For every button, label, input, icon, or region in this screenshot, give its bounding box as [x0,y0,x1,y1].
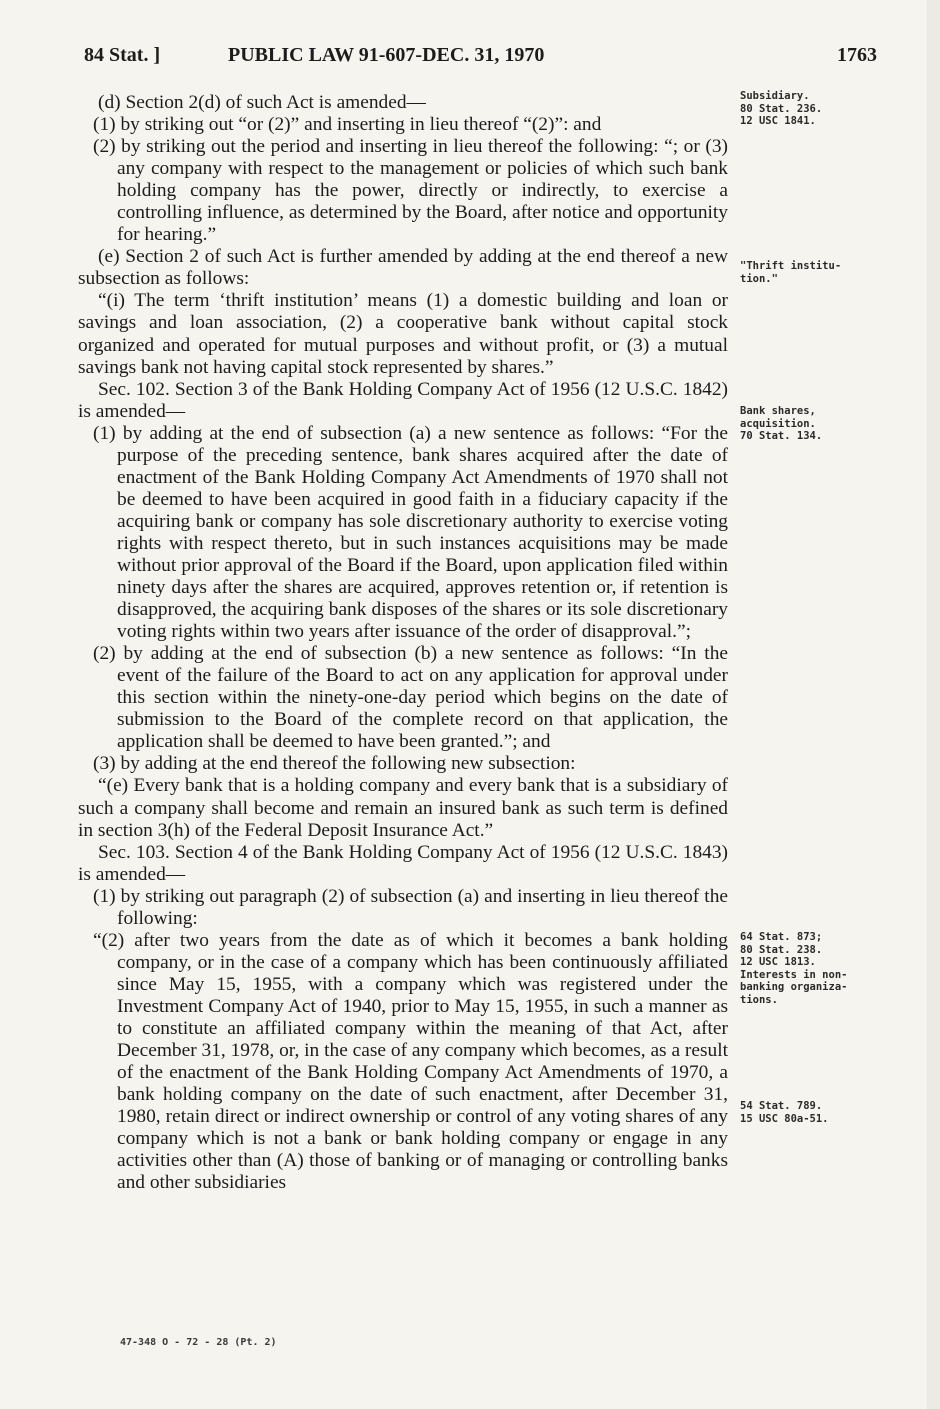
body-text [78,92,728,1194]
margin-note-line: banking organiza- [740,981,848,993]
margin-note-line: 12 USC 1813. [740,956,816,968]
margin-note-line: 12 USC 1841. [740,115,816,127]
margin-note-line: Subsidiary. [740,90,810,102]
margin-note-line: 54 Stat. 789. [740,1100,823,1112]
margin-note-line: 15 USC 80a-51. [740,1112,829,1125]
margin-note-line: 80 Stat. 236. [740,102,823,115]
paragraph: (2) by striking out the period and inserting in lieu thereof the following: “; or (3) any company with respect to the management or policies of which such bank holding company has the power, directly or indirectly, to exercise a controlling influence, as determined by the Board, after notice and opportunity for hearing.” [93,136,728,246]
margin-note-interests-nonbanking [740,931,880,1006]
margin-note-bank-shares [740,405,880,443]
margin-note-line: tion." [740,272,778,285]
paragraph: “(e) Every bank that is a holding company and every bank that is a subsidiary of such a company shall become and remain an insured bank as such term is defined in section 3(h) of the Federal Deposit Insurance Act.” [78,775,728,841]
statute-volume: 84 Stat. ] [84,44,161,66]
paragraph: “(2) after two years from the date as of which it becomes a bank holding company, or in the case of a company which has been continuously affiliated since May 15, 1955, with a company which was registered under the Investment Company Act of 1940, prior to May 15, 1955, in such a manner as to constitute an affiliated company within the meaning of that Act, after December 31, 1978, or, in the case of any company which becomes, as a result of the enactment of the Bank Holding Company Act Amendments of 1970, a bank holding company on the date of such enactment, after December 31, 1980, retain direct or indirect ownership or control of any voting shares of any company which is not a bank or bank holding company or engage in any activities other than (A) those of banking or of managing or controlling banks and other subsidiaries [93,929,728,1194]
margin-note-subsidiary [740,90,880,128]
print-code-footer: 47-348 O - 72 - 28 (Pt. 2) [120,1337,277,1348]
paragraph: (e) Section 2 of such Act is further amended by adding at the end thereof a new subsection as follows: [78,246,728,290]
law-title: PUBLIC LAW 91-607-DEC. 31, 1970 [228,44,545,66]
page-number: 1763 [837,44,877,66]
margin-note-thrift-institution [740,260,880,285]
paragraph: “(i) The term ‘thrift institution’ means (1) a domestic building and loan or savings and loan association, (2) a cooperative bank without capital stock organized and operated for mutual purposes and without profit, or (3) a mutual savings bank not having capital stock represented by shares.” [78,290,728,378]
paragraph: (3) by adding at the end thereof the following new subsection: [93,753,576,775]
margin-note-line: Bank shares, [740,405,816,417]
running-header [84,44,877,72]
margin-note-investment-company [740,1100,880,1125]
margin-note-line: "Thrift institu- [740,260,842,272]
paragraph: (1) by striking out paragraph (2) of subsection (a) and inserting in lieu thereof the following: [93,885,728,929]
paragraph: Sec. 102. Section 3 of the Bank Holding Company Act of 1956 (12 U.S.C. 1842) is amended— [78,378,728,422]
paragraph: Sec. 103. Section 4 of the Bank Holding Company Act of 1956 (12 U.S.C. 1843) is amended— [78,841,728,885]
margin-note-line: tions. [740,993,778,1006]
page-edge-shadow [927,0,940,1409]
margin-note-line: 70 Stat. 134. [740,430,823,442]
paragraph: (1) by adding at the end of subsection (a) a new sentence as follows: “For the purpose of the preceding sentence, bank shares acquired after the date of enactment of the Bank Holding Company Act Amendments of 1970 shall not be deemed to have been acquired in good faith in a fiduciary capacity if the acquiring bank or company has sole discretionary authority to exercise voting rights with respect thereto, but in such instances acquisitions may be made without prior approval of the Board if the Board, upon application filed within ninety days after the shares are acquired, approves retention or, if retention is disapproved, the acquiring bank disposes of the shares or its sole discretionary voting rights within two years after issuance of the order of disapproval.”; [93,422,728,643]
margin-note-line: 80 Stat. 238. [740,943,823,956]
margin-note-line: acquisition. [740,417,816,430]
paragraph: (1) by striking out “or (2)” and inserting in lieu thereof “(2)”: and [93,114,602,136]
margin-note-line: Interests in non- [740,968,848,981]
paragraph: (2) by adding at the end of subsection (b) a new sentence as follows: “In the event of the failure of the Board to act on any application for approval under this section within the ninety-one-day period which begins on the date of submission to the Board of the complete record on that application, the application shall be deemed to have been granted.”; and [93,643,728,753]
margin-note-line: 64 Stat. 873; [740,931,823,943]
paragraph: (d) Section 2(d) of such Act is amended— [98,92,426,113]
